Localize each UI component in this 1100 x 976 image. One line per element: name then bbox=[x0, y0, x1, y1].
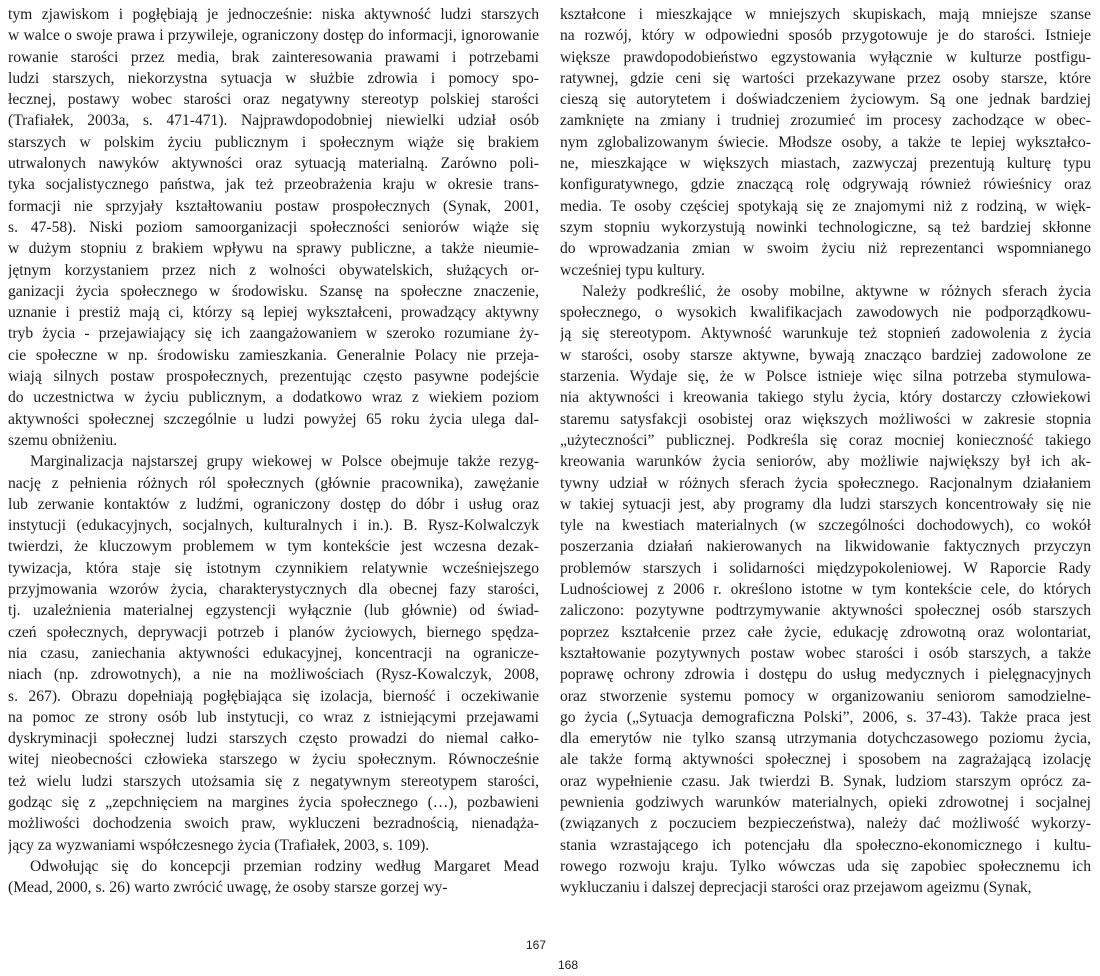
right-text-line: tywny udział w różnych sferach życia społecznego. Racjonalnym działaniem bbox=[560, 474, 1091, 492]
left-text-line: w dużym stopniu z brakiem wpływu na sprawy publiczne, a także nieumie- bbox=[8, 240, 539, 258]
right-text-line: ne, mieszkające w większych miastach, zazwyczaj prezentują kulturę typu bbox=[560, 155, 1091, 173]
right-text-line: wcześniej typu kultury. bbox=[560, 261, 705, 279]
right-text-line: w starości, osoby starsze aktywne, bywają znacząco bardziej zadowolone ze bbox=[560, 346, 1091, 364]
right-text-line: kreowania warunków życia seniorów, aby możliwie największy był ich ak- bbox=[560, 453, 1091, 471]
right-text-line: ale także formą aktywności społecznej i sposobem na zagrażającą izolację bbox=[560, 751, 1091, 769]
right-text-line: pewnienia godziwych warunków materialnych, opieki zdrowotnej i socjalnej bbox=[560, 793, 1091, 811]
left-text-line: uznanie i prestiż mają ci, którzy są lepiej wykształceni, prowadzący aktywny bbox=[8, 304, 539, 322]
left-text-line: tym zjawiskom i pogłębiają je jednocześnie: niska aktywność ludzi starszych bbox=[8, 6, 539, 23]
right-text-line: cieszą się autorytetem i doświadczeniem życiowym. Są one jednak bardziej bbox=[560, 91, 1091, 109]
right-text-line: szym stopniu wykorzystują nowinki technologiczne, są też bardziej skłonne bbox=[560, 218, 1091, 236]
left-text-line: tj. uzależnienia materialnej egzystencji wyłącznie (lub głównie) od świad- bbox=[8, 602, 539, 620]
right-text-line: starzenia. Wydaje się, że w Polsce istnieje więc silna potrzeba stymulowa- bbox=[560, 368, 1091, 386]
left-text-line: do uczestnictwa w życiu publicznym, a dodatkowo wraz z wiekiem poziom bbox=[8, 389, 539, 407]
right-text-line: nym zglobalizowanym świecie. Młodsze osoby, a także te lepiej wykształco- bbox=[560, 133, 1091, 151]
left-text-line: (Trafiałek, 2003a, s. 471-471). Najprawdopodobniej niewielki udział osób bbox=[8, 112, 539, 130]
page-number-right: 168 bbox=[558, 958, 579, 972]
right-text-line: w takiej sytuacji jest, aby programy dla ludzi starszych koncentrowały się nie bbox=[560, 495, 1091, 513]
right-text-line: kształcone i mieszkające w mniejszych skupiskach, mają mniejsze szanse bbox=[560, 6, 1091, 23]
left-text-line: niach (np. zdrowotnych), a nie na możliwościach (Rysz-Kowalczyk, 2008, bbox=[8, 666, 539, 684]
left-text-line: instytucji (edukacyjnych, socjalnych, kulturalnych i in.). B. Rysz-Kolwalczyk bbox=[8, 517, 539, 535]
right-text-line: tyle na kwestiach materialnych (w szczególności dochodowych), co wokół bbox=[560, 517, 1091, 535]
left-text-line: tyka socjalistycznego państwa, jak też przeobrażenia kraju w okresie trans- bbox=[8, 176, 539, 194]
left-text-line: Odwołując się do koncepcji przemian rodziny według Margaret Mead bbox=[30, 857, 539, 875]
left-text-line: nia czasu, zaniechania aktywności edukacyjnej, koncentracji na ogranicze- bbox=[8, 644, 539, 662]
left-text-line: lub zerwanie kontaktów z ludźmi, ograniczony dostęp do dóbr i usług oraz bbox=[8, 495, 539, 513]
left-text-line: s. 47-58). Niski poziom samoorganizacji społeczności seniorów wiąże się bbox=[8, 218, 539, 236]
left-text-line: jętnym korzystaniem przez nich z wolności obywatelskich, służących or- bbox=[8, 261, 539, 279]
right-text-line: społecznego, o wysokich kwalifikacjach zawodowych nie podporządkowu- bbox=[560, 304, 1091, 322]
right-text-line: ją się stereotypom. Aktywność warunkuje też stopnień zadowolenia z życia bbox=[560, 325, 1091, 343]
left-text-line: s. 267). Obrazu dopełniają pogłębiająca się izolacja, bierność i oczekiwanie bbox=[8, 687, 539, 705]
left-text-line: starszych w polskim życiu publicznym i społecznym wiąże się brakiem bbox=[8, 133, 539, 151]
right-text-line: Należy podkreślić, że osoby mobilne, aktywne w różnych sferach życia bbox=[582, 282, 1091, 300]
left-text-line: na pomoc ze strony osób lub instytucji, co wraz z istniejącymi przejawami bbox=[8, 708, 539, 726]
right-text-line: dla emerytów nie tylko szansą utrzymania dotychczasowego poziomu życia, bbox=[560, 730, 1091, 748]
right-text-line: problemów starszych i solidarności międzypokoleniowej. W Raporcie Rady bbox=[560, 559, 1091, 577]
right-text-line: media. Te osoby częściej spotykają się ze znajomymi niż z rodziną, w więk- bbox=[560, 197, 1091, 215]
left-text-line: wiają silnych postaw prospołecznych, prezentując często pasywne podejście bbox=[8, 368, 539, 386]
right-text-line: go życia („Sytuacja demograficzna Polski”, 2006, s. 37-43). Także praca jest bbox=[560, 708, 1091, 726]
left-column bbox=[8, 4, 539, 898]
right-text-line: oraz wypełnienie czasu. Jak twierdzi B. Synak, ludziom starszym oprócz za- bbox=[560, 772, 1091, 790]
left-text-line: w walce o swoje prawa i przywileje, ograniczony dostęp do informacji, ignorowanie bbox=[8, 27, 539, 45]
right-text-line: stania wzrastającego ich potencjału dla społeczno-ekonomicznego i kultu- bbox=[560, 836, 1091, 854]
left-text-line: możliwości dochodzenia swoich praw, wykluczeni bezradnością, nienadąża- bbox=[8, 815, 539, 833]
left-text-line: dyskryminacji społecznej ludzi starszych często prowadzi do niemal całko- bbox=[8, 730, 539, 748]
left-text-line: nację z pełnienia różnych ról społecznych (głównie pracownika), zawężanie bbox=[8, 474, 539, 492]
right-text-line: poprzez kształcenie przez całe życie, edukację zdrowotną oraz wolontariat, bbox=[560, 623, 1091, 641]
right-text-line: poprawę ochrony zdrowia i dostępu do usług medycznych i pielęgnacyjnych bbox=[560, 666, 1091, 684]
left-text-line: czeń społecznych, deprywacji potrzeb i planów życiowych, biernego spędza- bbox=[8, 623, 539, 641]
right-text-line: ratywnej, gdzie ceni się wartości przekazywane przez osoby starsze, które bbox=[560, 69, 1091, 87]
right-text-line: wykluczaniu i dalszej deprecjacji starości oraz przejawom ageizmu (Synak, bbox=[560, 879, 1032, 897]
left-text-line: (Mead, 2000, s. 26) warto zwrócić uwagę, że osoby starsze gorzej wy- bbox=[8, 879, 448, 897]
left-text-line: jący za wyzwaniami współczesnego życia (Trafiałek, 2003, s. 109). bbox=[8, 836, 430, 854]
right-text-line: rowego rozwoju kraju. Tylko wówczas uda się zapobiec społecznemu ich bbox=[560, 857, 1091, 875]
left-text-line: ganizacji życia społecznego w środowisku. Szansę na społeczne znaczenie, bbox=[8, 282, 539, 300]
left-text-line: szemu obniżeniu. bbox=[8, 431, 118, 449]
right-text-line: staremu satysfakcji osobistej oraz większych możliwości w zakresie stopnia bbox=[560, 410, 1091, 428]
right-text-line: oraz stworzenie systemu pomocy w organizowaniu seniorom samodzielne- bbox=[560, 687, 1091, 705]
left-text-line: tryb życia - przejawiający się ich zaangażowaniem w szeroko rozumiane ży- bbox=[8, 325, 539, 343]
left-text-line: też wielu ludzi starszych utożsamia się z negatywnym stereotypem starości, bbox=[8, 772, 539, 790]
left-text-line: witej nieobecności człowieka starszego w życiu społecznym. Równocześnie bbox=[8, 751, 539, 769]
right-text-line: na rozwój, który w odpowiedni sposób przygotowuje je do starości. Istnieje bbox=[560, 27, 1091, 45]
right-text-line: do wprowadzania zmian w swoim życiu niż reprezentanci wspomnianego bbox=[560, 240, 1091, 258]
left-text-line: twierdzi, że kluczowym problemem w tym kontekście jest wczesna dezak- bbox=[8, 538, 539, 556]
right-text-line: (związanych z poczuciem bezpieczeństwa), należy dać możliwość wykorzy- bbox=[560, 815, 1091, 833]
left-text-line: utrwalonych nawyków aktywności oraz sytuacją materialną. Zarówno poli- bbox=[8, 155, 539, 173]
left-text-line: łecznej, postawy wobec starości oraz negatywny stereotyp polskiej starości bbox=[8, 91, 539, 109]
right-text-line: kształtowanie pozytywnych postaw wobec starości i osób starszych, a także bbox=[560, 644, 1091, 662]
right-text-line: zaliczono: pozytywne podtrzymywanie aktywności społecznej osób starszych bbox=[560, 602, 1091, 620]
left-text-line: ludzi starszych, niekorzystna sytuacja w służbie zdrowia i pomocy spo- bbox=[8, 69, 539, 87]
right-column bbox=[560, 4, 1091, 898]
right-text-line: „użyteczności” publicznej. Podkreśla się coraz mocniej konieczność takiego bbox=[560, 431, 1091, 449]
left-text-line: rowanie starości przez media, brak zainteresowania prawami i potrzebami bbox=[8, 48, 539, 66]
left-text-line: tywizacja, która staje się istotnym czynnikiem relatywnie wcześniejszego bbox=[8, 559, 539, 577]
right-text-line: zamknięte na zmiany i trudniej zrozumieć im procesy zachodzące w obec- bbox=[560, 112, 1091, 130]
right-text-line: poszerzania działań nakierowanych na likwidowanie faktycznych przyczyn bbox=[560, 538, 1091, 556]
left-text-line: godząc się z „zepchnięciem na margines życia społecznego (…), pozbawieni bbox=[8, 793, 539, 811]
page-number-left: 167 bbox=[526, 938, 547, 952]
left-text-line: Marginalizacja najstarszej grupy wiekowej w Polsce obejmuje także rezyg- bbox=[30, 453, 539, 471]
left-text-line: cie społeczne w np. środowisku zamieszkania. Generalnie Polacy nie przeja- bbox=[8, 346, 539, 364]
right-text-line: konfiguratywnego, gdzie znaczącą rolę odgrywają również rówieśnicy oraz bbox=[560, 176, 1091, 194]
right-text-line: większe prawdopodobieństwo egzystowania wyłącznie w kulturze postfigu- bbox=[560, 48, 1091, 66]
left-text-line: przyjmowania wzorów życia, charakterystycznych dla obecnej fazy starości, bbox=[8, 581, 539, 599]
right-text-line: Ludnościowej z 2006 r. określono istotne w tym kontekście cele, do których bbox=[560, 581, 1091, 599]
left-text-line: formacji nie sprzyjały kształtowaniu postaw prospołecznych (Synak, 2001, bbox=[8, 197, 539, 215]
left-text-line: aktywności społecznej szczególnie u ludzi powyżej 65 roku życia ulega dal- bbox=[8, 410, 539, 428]
right-text-line: nia aktywności i kreowania takiego stylu życia, który dostarczy człowiekowi bbox=[560, 389, 1091, 407]
